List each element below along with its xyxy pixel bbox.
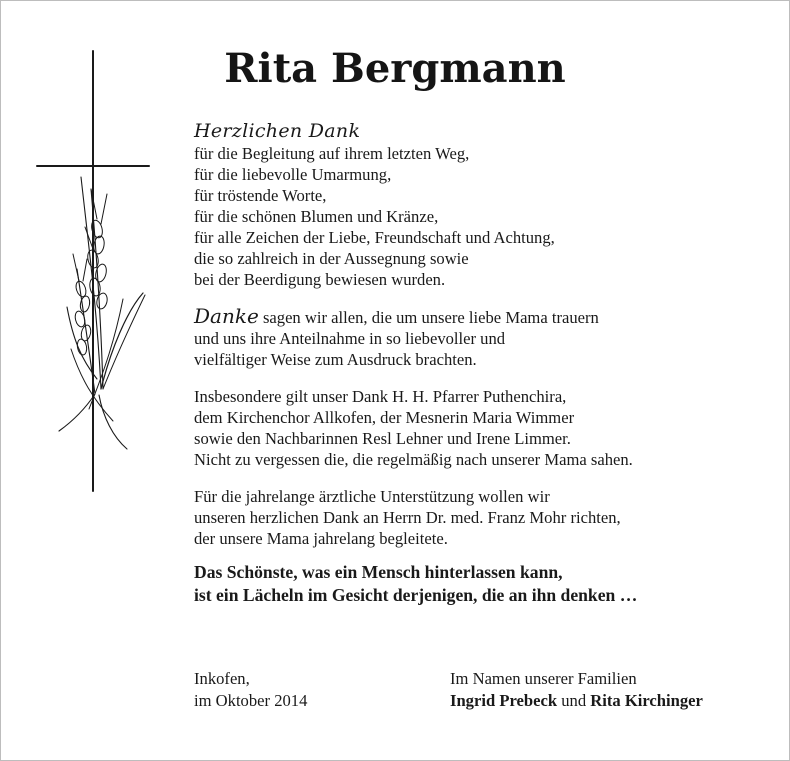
gratitude-list <box>194 143 774 290</box>
text-line <box>194 306 774 328</box>
text-line: und uns ihre Anteilnahme in so liebevoller und <box>194 329 506 348</box>
danke-paragraph <box>194 306 774 370</box>
text-line: sowie den Nachbarinnen Resl Lehner und Irene Limmer. <box>194 429 571 448</box>
danke-word: Danke <box>194 304 259 328</box>
special-thanks-paragraph <box>194 386 774 470</box>
memorial-quote <box>194 561 774 607</box>
thanks-heading: Herzlichen Dank <box>194 120 361 142</box>
signer-name: Ingrid Prebeck <box>450 691 558 710</box>
deceased-name: Rita Bergmann <box>224 45 566 92</box>
text-line: für alle Zeichen der Liebe, Freundschaft und Achtung, <box>194 228 555 247</box>
doctor-thanks-paragraph <box>194 486 774 549</box>
text-line: vielfältiger Weise zum Ausdruck brachten. <box>194 350 477 369</box>
signers-line <box>450 690 703 712</box>
cross-wheat-icon <box>31 49 161 499</box>
quote-line: Das Schönste, was ein Mensch hinterlassen kann, <box>194 562 563 582</box>
text-line: die so zahlreich in der Aussegnung sowie <box>194 249 469 268</box>
notice-body <box>194 119 774 607</box>
text-line: Für die jahrelange ärztliche Unterstützung wollen wir <box>194 487 550 506</box>
text-line: für tröstende Worte, <box>194 186 327 205</box>
text-line: Insbesondere gilt unser Dank H. H. Pfarrer Puthenchira, <box>194 387 567 406</box>
text-line: der unsere Mama jahrelang begleitete. <box>194 529 448 548</box>
text-line: für die liebevolle Umarmung, <box>194 165 392 184</box>
text-line: Nicht zu vergessen die, die regelmäßig nach unserer Mama sahen. <box>194 450 633 469</box>
text-line: bei der Beerdigung bewiesen wurden. <box>194 270 446 289</box>
quote-line: ist ein Lächeln im Gesicht derjenigen, die an ihn denken … <box>194 585 638 605</box>
place: Inkofen, <box>194 669 250 688</box>
text-line: für die schönen Blumen und Kränze, <box>194 207 439 226</box>
signer-conjunction: und <box>557 691 591 710</box>
text-line: unseren herzlichen Dank an Herrn Dr. med. Franz Mohr richten, <box>194 508 621 527</box>
place-date <box>194 668 307 712</box>
on-behalf-line: Im Namen unserer Familien <box>450 669 637 688</box>
date: im Oktober 2014 <box>194 691 308 710</box>
danke-first-line: sagen wir allen, die um unsere liebe Mama trauern <box>258 308 599 327</box>
text-line: für die Begleitung auf ihrem letzten Weg, <box>194 144 470 163</box>
text-line: dem Kirchenchor Allkofen, der Mesnerin Maria Wimmer <box>194 408 575 427</box>
signature-block <box>450 668 703 712</box>
signer-name: Rita Kirchinger <box>590 691 703 710</box>
